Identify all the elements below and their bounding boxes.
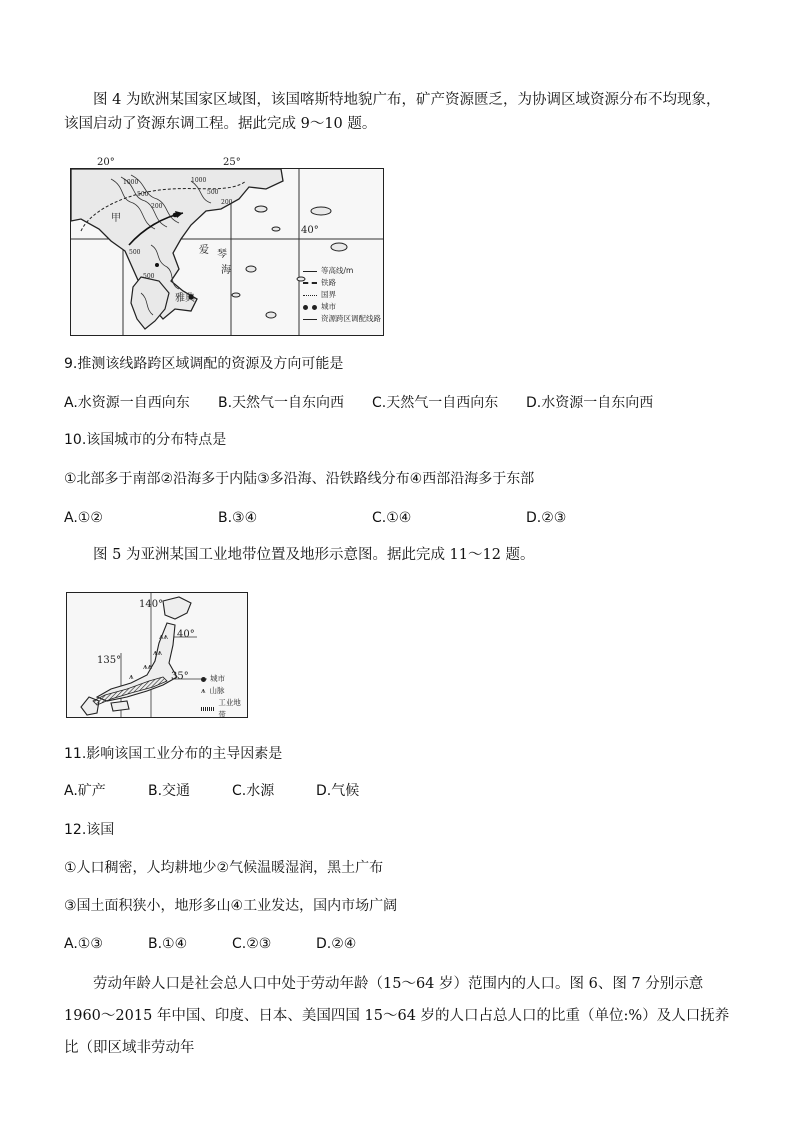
q10-option-d: D.②③ bbox=[526, 510, 567, 526]
place-label-ai: 爱 bbox=[199, 245, 209, 256]
place-label-jia: 甲 bbox=[111, 213, 121, 224]
intro-fig6: 劳动年龄人口是社会总人口中处于劳动年龄（15～64 岁）范围内的人口。图 6、图 7 分别示意 1960～2015 年中国、印度、日本、美国四国 15～64 岁的人口占总人口的比重（单位:%）及人口抚养比（即区域非劳动年 bbox=[64, 976, 730, 1056]
q10-stem: 10.该国城市的分布特点是 bbox=[64, 432, 227, 448]
q12-options bbox=[64, 932, 734, 956]
q9-stem: 9.推测该线路跨区域调配的资源及方向可能是 bbox=[64, 356, 344, 372]
legend-industrial-belt: 工业地带 bbox=[218, 698, 241, 719]
q10-option-c: C.①④ bbox=[372, 510, 412, 526]
contour-label: 1000 bbox=[191, 177, 207, 184]
contour-label: 500 bbox=[207, 189, 219, 196]
q12-option-a: A.①③ bbox=[64, 936, 103, 952]
q11-option-a: A.矿产 bbox=[64, 783, 106, 799]
lon-label-25: 25° bbox=[223, 157, 241, 168]
q9-option-c: C.天然气一自西向东 bbox=[372, 395, 499, 411]
lon-label-135: 135° bbox=[97, 655, 122, 666]
svg-text:⩚⩚: ⩚⩚ bbox=[159, 632, 169, 641]
contour-label: 200 bbox=[221, 199, 233, 206]
q11-option-d: D.气候 bbox=[316, 783, 360, 799]
q10-option-b: B.③④ bbox=[218, 510, 258, 526]
map2-legend: 城市 ⩚ 山脉 工业地带 bbox=[201, 673, 247, 721]
lat-label-40: 40° bbox=[301, 225, 319, 236]
legend-mountain: 山脉 bbox=[209, 686, 225, 695]
intro-fig5: 图 5 为亚洲某国工业地带位置及地形示意图。据此完成 11～12 题。 bbox=[93, 547, 535, 563]
contour-label: 500 bbox=[129, 249, 141, 256]
legend-contour: 等高线/m bbox=[321, 266, 354, 275]
q11-option-c: C.水源 bbox=[232, 783, 275, 799]
map-japan bbox=[66, 592, 248, 718]
q10-statements: ①北部多于南部②沿海多于内陆③多沿海、沿铁路线分布④西部沿海多于东部 bbox=[64, 471, 535, 487]
svg-text:⩚⩚: ⩚⩚ bbox=[143, 662, 153, 671]
lat-label-35: 35° bbox=[171, 671, 189, 682]
q11-option-b: B.交通 bbox=[148, 783, 191, 799]
contour-label: 200 bbox=[151, 203, 163, 210]
q12-statement-2: ③国土面积狭小，地形多山④工业发达，国内市场广阔 bbox=[64, 898, 398, 914]
contour-label: 500 bbox=[137, 191, 149, 198]
legend-railway: 铁路 bbox=[321, 278, 336, 287]
place-label-qin: 琴 bbox=[217, 249, 227, 260]
legend-city: 城市 bbox=[321, 302, 336, 311]
q12-option-b: B.①④ bbox=[148, 936, 188, 952]
q12-option-c: C.②③ bbox=[232, 936, 272, 952]
legend-city: 城市 bbox=[210, 674, 225, 683]
q12-option-d: D.②④ bbox=[316, 936, 357, 952]
contour-label: 500 bbox=[143, 273, 155, 280]
q9-options bbox=[64, 391, 734, 415]
q10-options bbox=[64, 506, 734, 530]
svg-text:⩚⩚: ⩚⩚ bbox=[153, 648, 163, 657]
map1-legend bbox=[303, 265, 381, 325]
place-label-athens: 雅典 bbox=[175, 293, 195, 304]
contour-label: 1000 bbox=[123, 179, 139, 186]
q12-statement-1: ①人口稠密，人均耕地少②气候温暖湿润，黑土广布 bbox=[64, 860, 384, 876]
place-label-hai: 海 bbox=[221, 265, 231, 276]
q9-option-d: D.水资源一自东向西 bbox=[526, 395, 654, 411]
map-greece bbox=[70, 157, 384, 336]
legend-boundary: 国界 bbox=[321, 290, 336, 299]
q12-stem: 12.该国 bbox=[64, 822, 115, 838]
lon-label-20: 20° bbox=[97, 157, 115, 168]
q11-stem: 11.影响该国工业分布的主导因素是 bbox=[64, 746, 283, 762]
legend-transfer-route: 资源跨区调配线路 bbox=[321, 314, 381, 323]
q9-option-b: B.天然气一自东向西 bbox=[218, 395, 345, 411]
q11-options bbox=[64, 779, 734, 803]
svg-text:⩚: ⩚ bbox=[129, 672, 134, 681]
q9-option-a: A.水资源一自西向东 bbox=[64, 395, 190, 411]
q10-option-a: A.①② bbox=[64, 510, 103, 526]
lon-label-140: 140° bbox=[139, 599, 164, 610]
intro-fig4: 图 4 为欧洲某国家区域图，该国喀斯特地貌广布，矿产资源匮乏，为协调区域资源分布不均现象，该国启动了资源东调工程。据此完成 9～10 题。 bbox=[64, 92, 721, 132]
lat-label-40: 40° bbox=[177, 629, 195, 640]
